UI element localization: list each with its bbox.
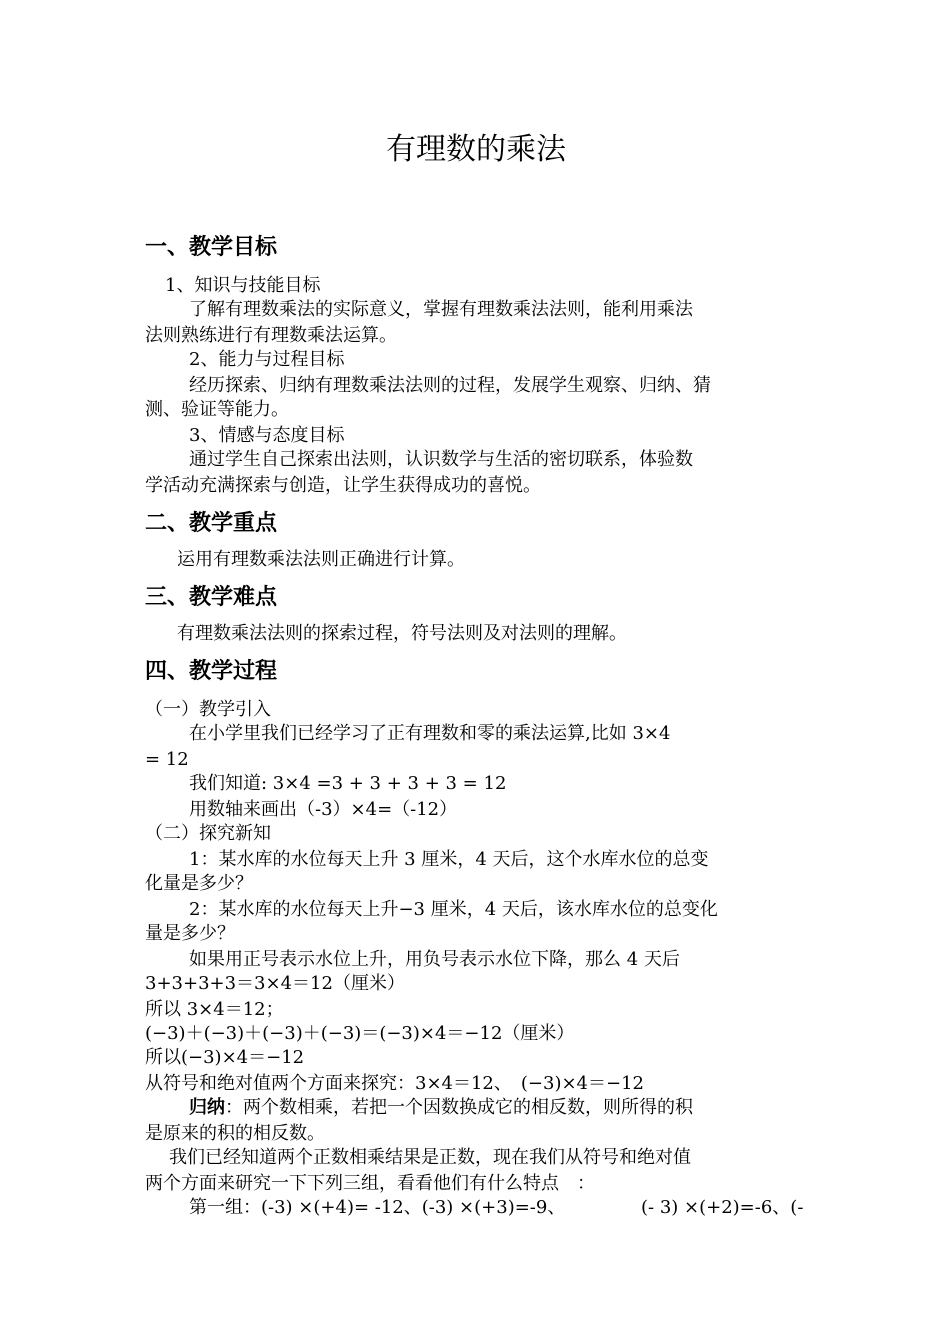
paragraph-line: 我们已经知道两个正数相乘结果是正数，现在我们从符号和绝对值 — [169, 1147, 691, 1168]
subheading-attitude: 3、情感与态度目标 — [189, 425, 345, 446]
subheading-ability: 2、能力与过程目标 — [189, 349, 345, 370]
paragraph-line: 有理数乘法法则的探索过程，符号法则及对法则的理解。 — [177, 623, 627, 644]
equation-line: (−3)＋(−3)＋(−3)＋(−3)＝(−3)×4＝−12（厘米） — [145, 1023, 575, 1044]
paragraph-line: 测、验证等能力。 — [145, 399, 289, 420]
summary-text: ：两个数相乘，若把一个因数换成它的相反数，则所得的积 — [225, 1097, 693, 1118]
paragraph-line: 通过学生自己探索出法则，认识数学与生活的密切联系，体验数 — [189, 449, 693, 470]
summary-line — [145, 1096, 693, 1120]
paragraph-line: 化量是多少？ — [145, 873, 253, 894]
equation-line: 所以 3×4＝12； — [145, 999, 284, 1020]
section-heading-difficulties: 三、教学难点 — [145, 585, 278, 610]
section-heading-objectives: 一、教学目标 — [145, 235, 278, 260]
paragraph-line: 了解有理数乘法的实际意义，掌握有理数乘法法则，能利用乘法 — [189, 299, 693, 320]
paragraph-line: 在小学里我们已经学习了正有理数和零的乘法运算,比如 3×4 — [189, 723, 671, 744]
paragraph-line: 量是多少？ — [145, 923, 235, 944]
section-heading-process: 四、教学过程 — [145, 659, 278, 684]
paragraph-line: 用数轴来画出（-3）×4=（-12） — [189, 799, 458, 820]
paragraph-line: 如果用正号表示水位上升，用负号表示水位下降，那么 4 天后 — [189, 949, 680, 970]
equation-group-1-part-2: (- 3) ×(+2)=-6、(- — [641, 1197, 804, 1218]
equation-line: 从符号和绝对值两个方面来探究：3×4＝12、 (−3)×4＝−12 — [145, 1073, 644, 1094]
document-title: 有理数的乘法 — [386, 132, 566, 167]
equation-group-1-part-1: 第一组：(-3) ×(+4)= -12、(-3) ×(+3)=-9、 — [189, 1197, 566, 1218]
paragraph-line: 学活动充满探索与创造，让学生获得成功的喜悦。 — [145, 475, 541, 496]
subheading-introduction: （一）教学引入 — [145, 699, 271, 720]
paragraph-line: 运用有理数乘法法则正确进行计算。 — [177, 549, 465, 570]
paragraph-line: 经历探索、归纳有理数乘法法则的过程，发展学生观察、归纳、猜 — [189, 375, 711, 396]
paragraph-line: 我们知道: 3×4 =3 + 3 + 3 + 3 = 12 — [189, 773, 507, 794]
section-heading-key-points: 二、教学重点 — [145, 511, 278, 536]
equation-line: 3+3+3+3＝3×4＝12（厘米） — [145, 973, 405, 994]
paragraph-line: = 12 — [145, 749, 189, 770]
summary-label: 归纳 — [189, 1097, 225, 1118]
paragraph-line: 法则熟练进行有理数乘法运算。 — [145, 325, 397, 346]
paragraph-line: 两个方面来研究一下下列三组，看看他们有什么特点 ： — [145, 1173, 595, 1194]
subheading-explore: （二）探究新知 — [145, 823, 271, 844]
paragraph-line: 是原来的积的相反数。 — [145, 1123, 325, 1144]
paragraph-line: 2：某水库的水位每天上升−3 厘米，4 天后，该水库水位的总变化 — [189, 899, 718, 920]
paragraph-line: 1：某水库的水位每天上升 3 厘米，4 天后，这个水库水位的总变 — [189, 849, 709, 870]
equation-line: 所以(−3)×4＝−12 — [145, 1047, 305, 1068]
subheading-knowledge: 1、知识与技能目标 — [165, 275, 321, 296]
